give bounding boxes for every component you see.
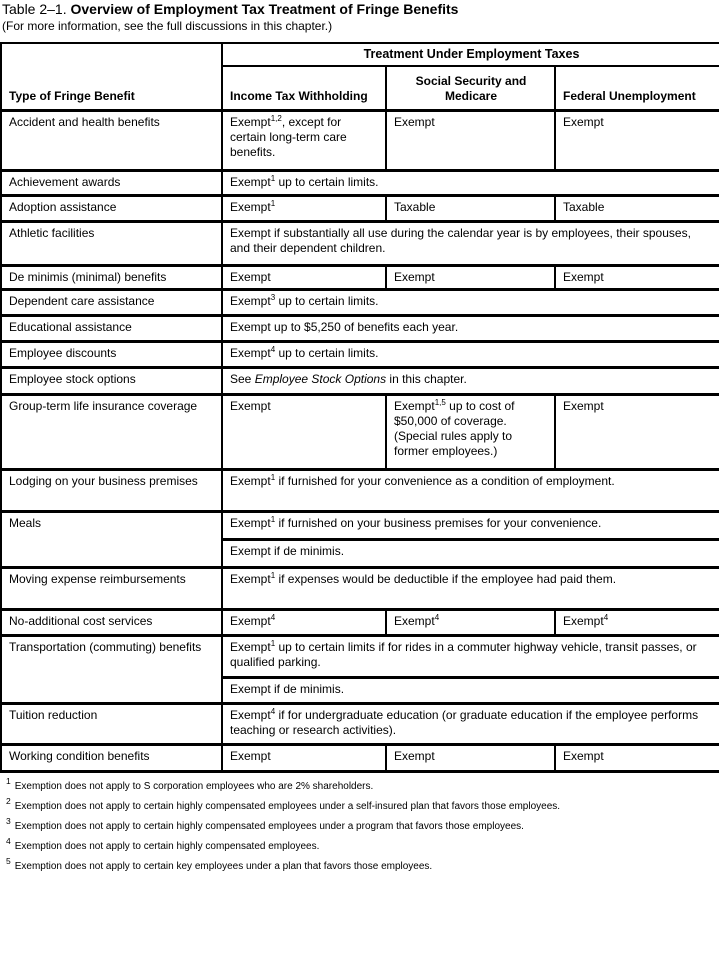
footnote-ref: 1 [270,514,276,524]
benefit-cell: Tuition reduction [1,703,222,744]
benefit-cell: Accident and health benefits [1,110,222,170]
footnote-ref: 1 [270,472,276,482]
footnote [6,856,719,873]
page-title [2,1,719,17]
footnote-ref: 3 [270,292,276,302]
treatment-cell: Exempt$^{1,2}$, except for certain long-term care benefits. [222,110,386,170]
footnote-ref: 1 [270,570,276,580]
benefit-cell: No-additional cost services [1,609,222,635]
treatment-cell: Exempt [386,265,555,289]
group-header-row [1,43,719,66]
benefit-cell: De minimis (minimal) benefits [1,265,222,289]
footnote-text: Exemption does not apply to S corporation employees who are 2% shareholders. [14,780,374,792]
treatment-cell: Taxable [386,195,555,221]
table-row [1,265,719,289]
treatment-cell: Exempt$^4$ [555,609,719,635]
footnote [6,836,719,853]
treatment-cell: Exempt [222,394,386,469]
treatment-cell-span: See Employee Stock Options in this chapter. [222,367,719,394]
benefit-cell: Educational assistance [1,315,222,341]
treatment-cell-span: Exempt$^3$ up to certain limits. [222,289,719,315]
table-row [1,635,719,677]
benefit-cell: Employee discounts [1,341,222,367]
footnote-ref: 1,5 [434,397,446,407]
footnote-ref: 1 [270,638,276,648]
treatment-cell-span: Exempt$^1$ up to certain limits. [222,170,719,195]
benefit-cell: Athletic facilities [1,221,222,265]
footnote-number: 1 [6,776,11,787]
footnote [6,776,719,793]
footnote-text: Exemption does not apply to certain highly compensated employees. [14,840,320,852]
table-row [1,341,719,367]
footnotes-section [6,776,719,873]
footnote-number: 3 [6,816,11,827]
footnote [6,816,719,833]
benefit-cell: Adoption assistance [1,195,222,221]
treatment-cell: Exempt [555,110,719,170]
page-subtitle: (For more information, see the full discussions in this chapter.) [2,19,333,33]
footnote-text: Exemption does not apply to certain key employees under a plan that favors those employees. [14,860,433,872]
footnote-ref: 4 [270,344,276,354]
table-row [1,170,719,195]
benefit-cell: Moving expense reimbursements [1,567,222,609]
treatment-cell-span: Exempt$^1$ if furnished for your convenience as a condition of employment. [222,469,719,511]
footnote-text: Exemption does not apply to certain highly compensated employees under a program that favors those employees. [14,820,524,832]
footnote-ref: 4 [270,706,276,716]
benefit-cell: Meals [1,511,222,567]
treatment-cell: Exempt$^4$ [222,609,386,635]
benefit-cell: Group-term life insurance coverage [1,394,222,469]
treatment-cell: Exempt [222,744,386,771]
treatment-cell-span: Exempt if de minimis. [222,677,719,703]
treatment-cell: Exempt [555,744,719,771]
group-header: Treatment Under Employment Taxes [222,43,719,66]
footnote-ref: 1,2 [270,113,282,123]
treatment-cell-span: Exempt if de minimis. [222,539,719,567]
treatment-cell-span: Exempt$^4$ if for undergraduate education (or graduate education if the employee performs teaching or research activities). [222,703,719,744]
table-row [1,289,719,315]
table-row [1,469,719,511]
table-title: Overview of Employment Tax Treatment of Fringe Benefits [70,1,459,17]
treatment-cell-span: Exempt$^1$ if furnished on your business premises for your convenience. [222,511,719,539]
table-number: Table 2–1. [2,1,67,17]
treatment-cell: Exempt [222,265,386,289]
footnote-ref: 1 [270,198,276,208]
treatment-cell: Exempt [555,265,719,289]
column-header-federal-unemployment: Federal Unemployment [555,66,719,110]
treatment-cell: Exempt [386,744,555,771]
treatment-cell-span: Exempt$^1$ if expenses would be deductible if the employee had paid them. [222,567,719,609]
table-row [1,703,719,744]
table-row [1,315,719,341]
table-row [1,744,719,771]
footnote [6,796,719,813]
benefit-cell: Dependent care assistance [1,289,222,315]
table-row [1,394,719,469]
table-row [1,195,719,221]
benefit-cell: Working condition benefits [1,744,222,771]
footnote-text: Exemption does not apply to certain highly compensated employees under a self-insured plan that favors those employees. [14,800,561,812]
footnote-number: 5 [6,856,11,867]
treatment-cell-span: Exempt$^4$ up to certain limits. [222,341,719,367]
document-page [0,1,719,873]
treatment-cell: Exempt$^{1,5}$ up to cost of $50,000 of coverage. (Special rules apply to former employees.) [386,394,555,469]
treatment-cell-span: Exempt$^1$ up to certain limits if for rides in a commuter highway vehicle, transit passes, or qualified parking. [222,635,719,677]
benefit-cell: Lodging on your business premises [1,469,222,511]
footnote-number: 2 [6,796,11,807]
table-row [1,567,719,609]
column-header-income-tax: Income Tax Withholding [222,66,386,110]
footnote-ref: 4 [434,612,440,622]
benefit-cell: Achievement awards [1,170,222,195]
column-header-benefit: Type of Fringe Benefit [1,43,222,110]
column-header-social-security: Social Security and Medicare [386,66,555,110]
benefit-cell: Employee stock options [1,367,222,394]
table-row [1,367,719,394]
treatment-cell-span: Exempt if substantially all use during the calendar year is by employees, their spouses, and their dependent children. [222,221,719,265]
table-row [1,110,719,170]
fringe-benefits-table [0,42,719,773]
footnote-ref: 4 [270,612,276,622]
treatment-cell: Exempt [555,394,719,469]
footnote-ref: 1 [270,173,276,183]
treatment-cell: Exempt$^1$ [222,195,386,221]
table-body [1,110,719,771]
footnote-number: 4 [6,836,11,847]
table-row [1,609,719,635]
footnote-ref: 4 [603,612,609,622]
table-row [1,221,719,265]
table-row [1,511,719,539]
treatment-cell: Exempt$^4$ [386,609,555,635]
treatment-cell: Exempt [386,110,555,170]
italic-reference: Employee Stock Options [254,371,387,386]
treatment-cell-span: Exempt up to $5,250 of benefits each year. [222,315,719,341]
benefit-cell: Transportation (commuting) benefits [1,635,222,703]
table-header [1,43,719,110]
treatment-cell: Taxable [555,195,719,221]
